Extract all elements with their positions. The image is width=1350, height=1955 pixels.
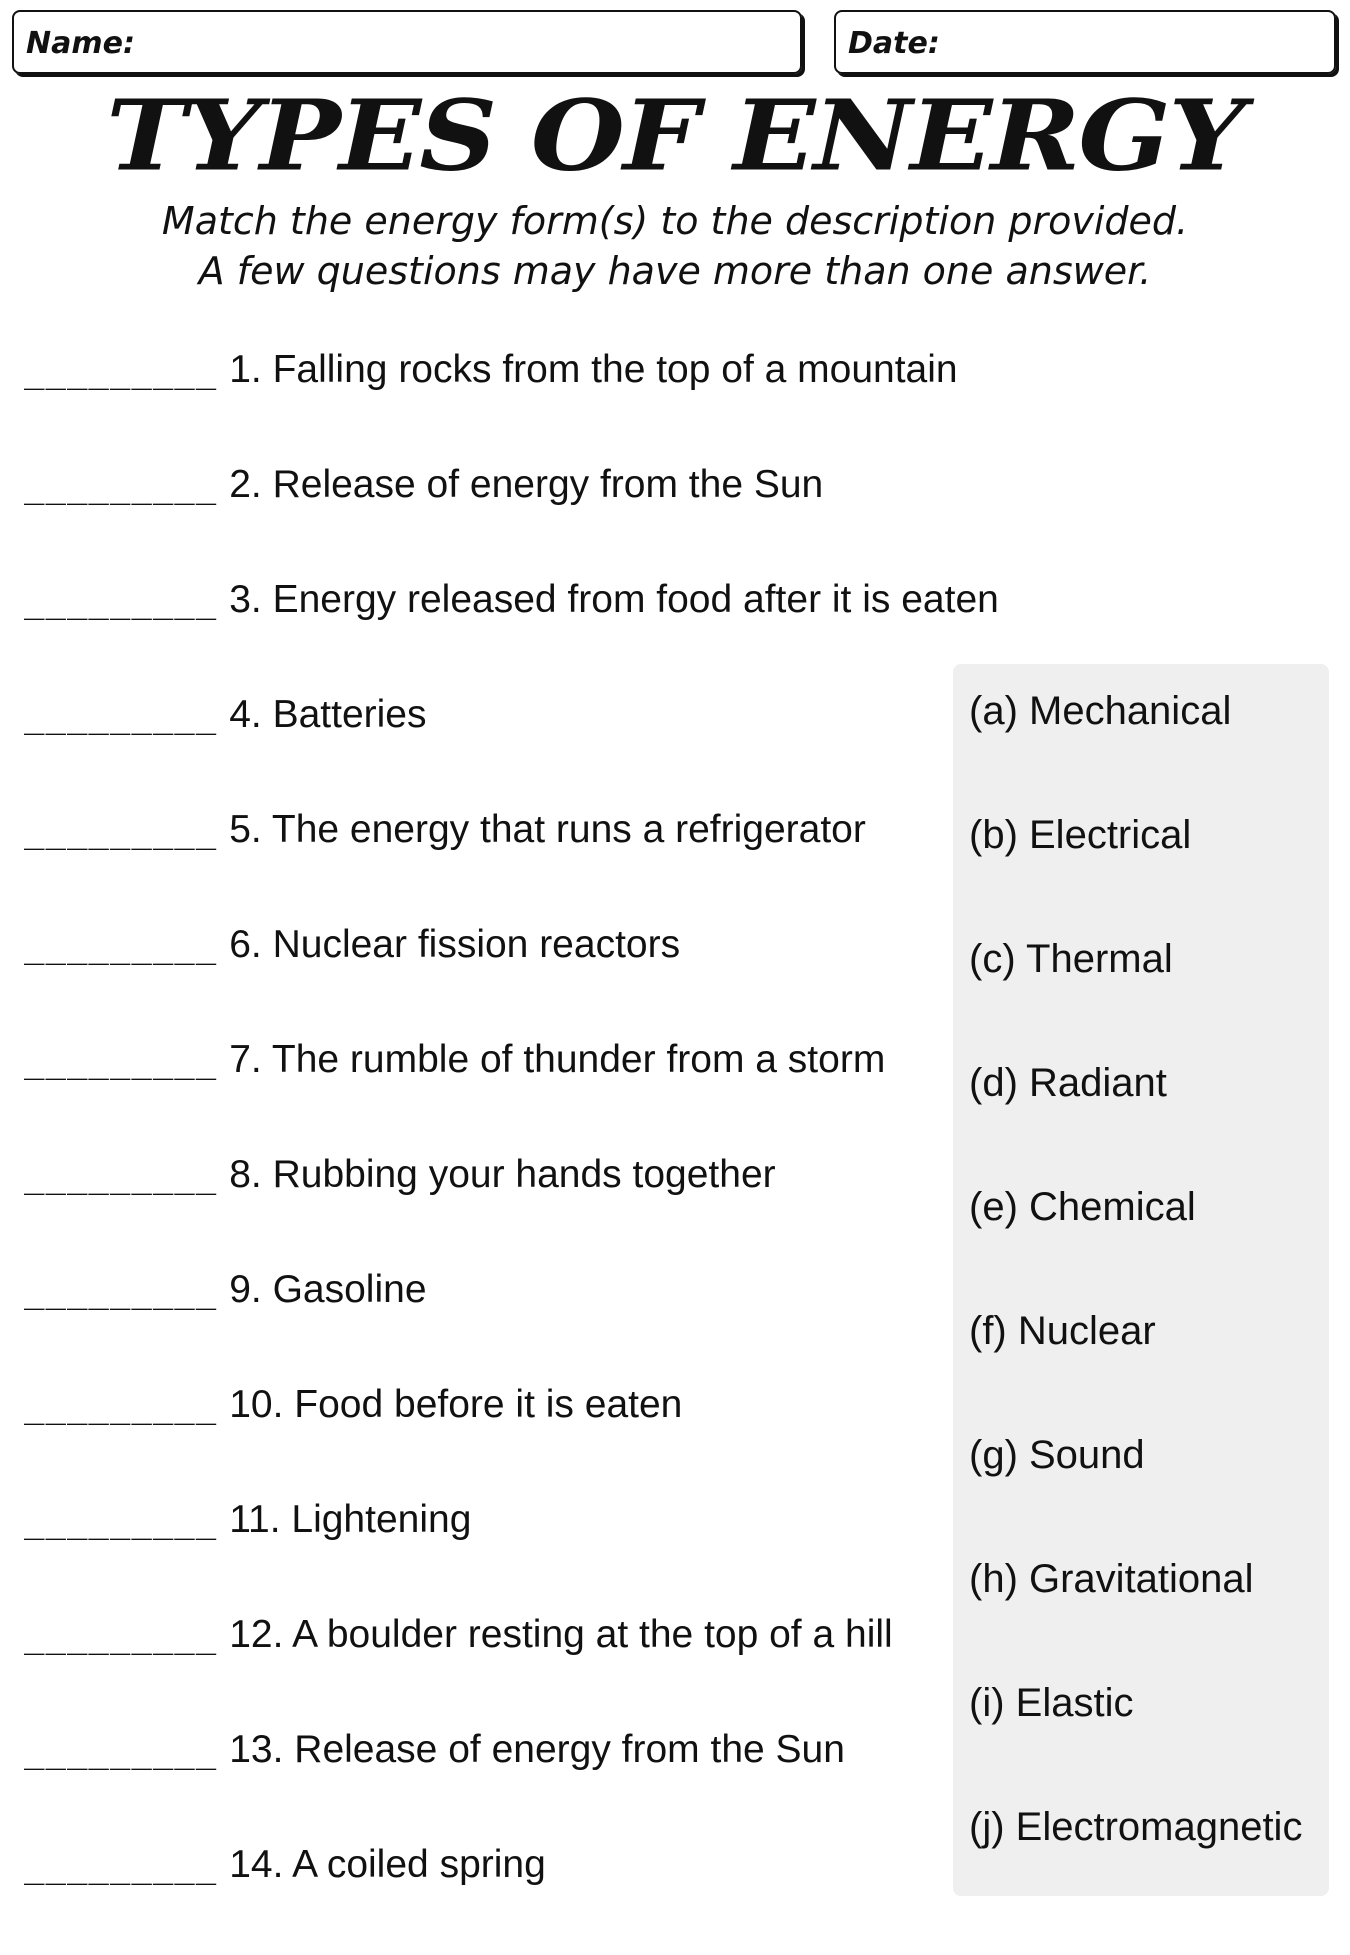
question-row [24,345,958,460]
name-field[interactable] [12,10,802,74]
answer-option: (c) Thermal [969,937,1173,981]
answer-blank[interactable]: _________ [24,811,218,851]
answer-option: (h) Gravitational [969,1557,1254,1601]
question-row [24,575,999,690]
answer-option: (d) Radiant [969,1061,1167,1105]
instructions-line-2: A few questions may have more than one answer. [198,249,1152,293]
answer-blank[interactable]: _________ [24,351,218,391]
answer-blank[interactable]: _________ [24,1501,218,1541]
question-text: 12. A boulder resting at the top of a hill [229,1613,893,1656]
question-row [24,1265,954,1380]
answer-bank [953,664,1329,1896]
instructions-line-1: Match the energy form(s) to the description provided. [161,199,1189,243]
question-text: 13. Release of energy from the Sun [229,1728,845,1771]
question-text: 1. Falling rocks from the top of a mountain [229,348,958,391]
answer-option: (e) Chemical [969,1185,1196,1229]
answer-option: (g) Sound [969,1433,1145,1477]
answer-blank[interactable]: _________ [24,696,218,736]
answer-option: (i) Elastic [969,1681,1134,1725]
question-row [24,1725,954,1840]
question-row [24,460,954,575]
answer-blank[interactable]: _________ [24,1156,218,1196]
question-row [24,1610,954,1725]
question-text: 4. Batteries [229,693,427,736]
question-text: 14. A coiled spring [229,1843,546,1886]
answer-blank[interactable]: _________ [24,1616,218,1656]
worksheet-title: TYPES OF ENERGY [106,79,1244,193]
question-text: 6. Nuclear fission reactors [229,923,681,966]
answer-option: (a) Mechanical [969,689,1232,733]
question-row [24,1150,954,1265]
question-text: 10. Food before it is eaten [229,1383,683,1426]
question-text: 7. The rumble of thunder from a storm [229,1038,886,1081]
question-row [24,1380,954,1495]
answer-blank[interactable]: _________ [24,1386,218,1426]
question-row [24,805,954,920]
answer-option: (j) Electromagnetic [969,1805,1303,1849]
answer-blank[interactable]: _________ [24,581,218,621]
answer-blank[interactable]: _________ [24,1731,218,1771]
date-field[interactable] [834,10,1336,74]
question-text: 11. Lightening [229,1498,472,1541]
name-label: Name: [26,26,135,61]
question-text: 8. Rubbing your hands together [229,1153,776,1196]
answer-blank[interactable]: _________ [24,1846,218,1886]
question-row [24,920,954,1035]
instructions [0,196,1350,296]
question-text: 3. Energy released from food after it is eaten [229,578,999,621]
question-text: 9. Gasoline [229,1268,427,1311]
date-label: Date: [848,26,940,61]
answer-blank[interactable]: _________ [24,466,218,506]
answer-blank[interactable]: _________ [24,926,218,966]
question-row [24,1495,954,1610]
answer-blank[interactable]: _________ [24,1271,218,1311]
question-text: 5. The energy that runs a refrigerator [229,808,866,851]
question-row [24,1840,954,1955]
answer-option: (f) Nuclear [969,1309,1156,1353]
question-row [24,690,954,805]
question-list [24,345,999,1955]
question-text: 2. Release of energy from the Sun [229,463,824,506]
answer-option: (b) Electrical [969,813,1192,857]
answer-blank[interactable]: _________ [24,1041,218,1081]
question-row [24,1035,954,1150]
